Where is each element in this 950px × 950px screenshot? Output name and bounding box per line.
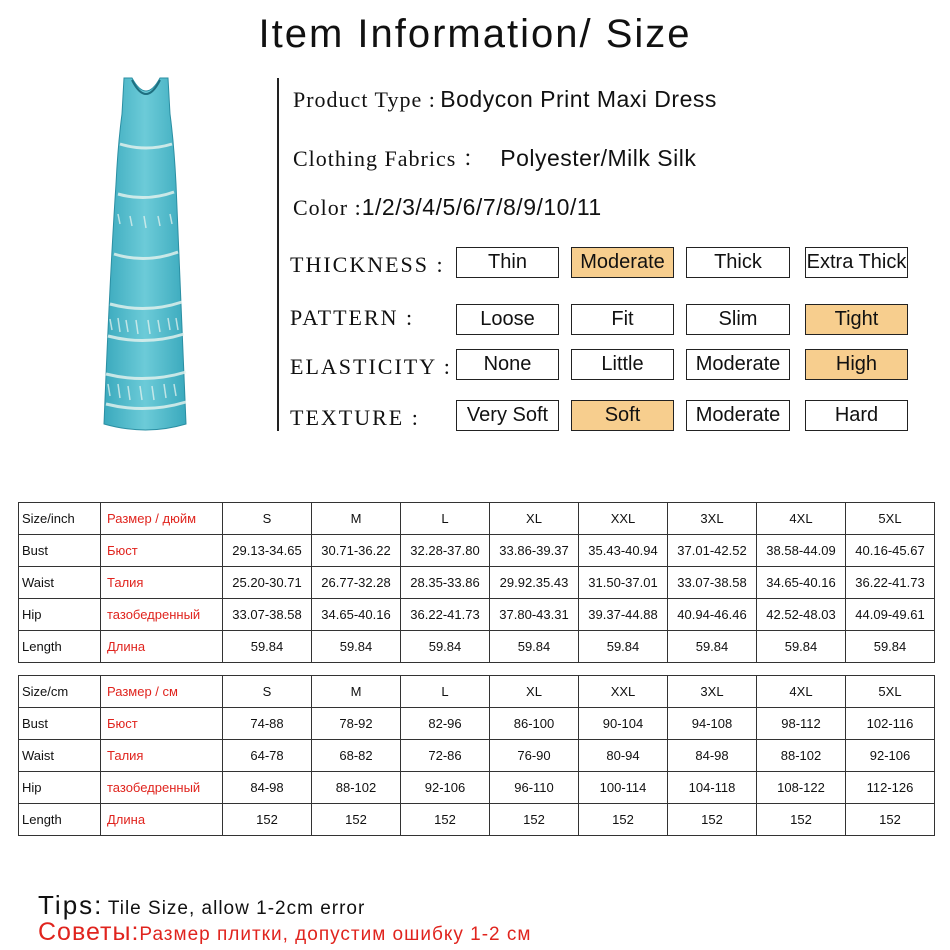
pattern-option-fit[interactable]: Fit xyxy=(571,304,674,335)
table-cell: 102-116 xyxy=(846,708,935,740)
color-value: 1/2/3/4/5/6/7/8/9/10/11 xyxy=(361,194,602,220)
table-cell: Waist xyxy=(19,567,101,599)
table-cell: L xyxy=(401,503,490,535)
table-cell: 40.16-45.67 xyxy=(846,535,935,567)
table-cell: 108-122 xyxy=(757,772,846,804)
table-cell: 112-126 xyxy=(846,772,935,804)
table-cell: 4XL xyxy=(757,676,846,708)
table-cell: 33.07-38.58 xyxy=(223,599,312,631)
table-cell: 88-102 xyxy=(757,740,846,772)
table-cell: Размер / см xyxy=(101,676,223,708)
texture-option-very-soft[interactable]: Very Soft xyxy=(456,400,559,431)
table-cell: 31.50-37.01 xyxy=(579,567,668,599)
table-cell: 100-114 xyxy=(579,772,668,804)
table-cell: 82-96 xyxy=(401,708,490,740)
table-cell: L xyxy=(401,676,490,708)
table-cell: Длина xyxy=(101,631,223,663)
table-cell: 68-82 xyxy=(312,740,401,772)
texture-option-soft[interactable]: Soft xyxy=(571,400,674,431)
table-cell: Талия xyxy=(101,567,223,599)
table-cell: 4XL xyxy=(757,503,846,535)
table-cell: 30.71-36.22 xyxy=(312,535,401,567)
table-cell: Бюст xyxy=(101,708,223,740)
table-cell: Бюст xyxy=(101,535,223,567)
product-image xyxy=(96,74,196,436)
tips-text: Tile Size, allow 1-2cm error xyxy=(107,898,366,919)
pattern-label: PATTERN : xyxy=(290,305,415,330)
table-cell: тазобедренный xyxy=(101,772,223,804)
table-cell: 152 xyxy=(579,804,668,836)
pattern-option-slim[interactable]: Slim xyxy=(686,304,790,335)
table-cell: 59.84 xyxy=(579,631,668,663)
table-cell: 37.01-42.52 xyxy=(668,535,757,567)
table-cell: 92-106 xyxy=(401,772,490,804)
table-cell: M xyxy=(312,676,401,708)
table-cell: 35.43-40.94 xyxy=(579,535,668,567)
table-row xyxy=(19,804,935,836)
table-cell: 152 xyxy=(490,804,579,836)
thickness-option-moderate[interactable]: Moderate xyxy=(571,247,674,278)
table-cell: Size/cm xyxy=(19,676,101,708)
table-cell: 32.28-37.80 xyxy=(401,535,490,567)
table-cell: XXL xyxy=(579,503,668,535)
elasticity-option-little[interactable]: Little xyxy=(571,349,674,380)
table-cell: 33.07-38.58 xyxy=(668,567,757,599)
table-cell: 88-102 xyxy=(312,772,401,804)
table-cell: M xyxy=(312,503,401,535)
table-cell: Length xyxy=(19,631,101,663)
table-cell: 38.58-44.09 xyxy=(757,535,846,567)
table-cell: XXL xyxy=(579,676,668,708)
tips-note xyxy=(38,890,365,921)
tips-label: Tips: xyxy=(38,890,104,920)
table-cell: Длина xyxy=(101,804,223,836)
elasticity-option-moderate[interactable]: Moderate xyxy=(686,349,790,380)
table-cell: 59.84 xyxy=(668,631,757,663)
table-cell: 76-90 xyxy=(490,740,579,772)
table-row xyxy=(19,631,935,663)
size-table-inch xyxy=(18,502,935,663)
table-cell: 152 xyxy=(846,804,935,836)
table-cell: тазобедренный xyxy=(101,599,223,631)
table-cell: 42.52-48.03 xyxy=(757,599,846,631)
table-header-row xyxy=(19,676,935,708)
table-cell: 92-106 xyxy=(846,740,935,772)
table-cell: 36.22-41.73 xyxy=(401,599,490,631)
table-cell: Hip xyxy=(19,772,101,804)
tips-text-russian: Размер плитки, допустим ошибку 1-2 см xyxy=(139,924,532,945)
table-cell: 26.77-32.28 xyxy=(312,567,401,599)
table-cell: 104-118 xyxy=(668,772,757,804)
table-cell: 36.22-41.73 xyxy=(846,567,935,599)
thickness-option-thick[interactable]: Thick xyxy=(686,247,790,278)
table-cell: 40.94-46.46 xyxy=(668,599,757,631)
table-cell: 25.20-30.71 xyxy=(223,567,312,599)
table-row xyxy=(19,772,935,804)
product-type-row xyxy=(293,86,717,113)
elasticity-option-high[interactable]: High xyxy=(805,349,908,380)
texture-option-moderate[interactable]: Moderate xyxy=(686,400,790,431)
table-cell: 44.09-49.61 xyxy=(846,599,935,631)
thickness-option-thin[interactable]: Thin xyxy=(456,247,559,278)
table-cell: 34.65-40.16 xyxy=(757,567,846,599)
table-cell: 59.84 xyxy=(223,631,312,663)
divider-line xyxy=(277,78,279,431)
pattern-option-tight[interactable]: Tight xyxy=(805,304,908,335)
table-cell: 64-78 xyxy=(223,740,312,772)
table-cell: 80-94 xyxy=(579,740,668,772)
table-cell: Length xyxy=(19,804,101,836)
table-cell: Size/inch xyxy=(19,503,101,535)
table-cell: 29.13-34.65 xyxy=(223,535,312,567)
table-cell: 152 xyxy=(668,804,757,836)
table-cell: Bust xyxy=(19,535,101,567)
elasticity-label: ELASTICITY : xyxy=(290,354,452,379)
table-cell: XL xyxy=(490,676,579,708)
table-cell: 152 xyxy=(223,804,312,836)
table-cell: 3XL xyxy=(668,503,757,535)
table-cell: XL xyxy=(490,503,579,535)
table-cell: Waist xyxy=(19,740,101,772)
thickness-label: THICKNESS : xyxy=(290,252,445,277)
fabrics-label: Clothing Fabrics ： xyxy=(293,146,486,171)
product-type-value: Bodycon Print Maxi Dress xyxy=(440,86,717,112)
table-cell: 84-98 xyxy=(668,740,757,772)
table-cell: S xyxy=(223,676,312,708)
table-cell: 86-100 xyxy=(490,708,579,740)
texture-label: TEXTURE : xyxy=(290,405,420,430)
table-cell: 59.84 xyxy=(401,631,490,663)
table-cell: 3XL xyxy=(668,676,757,708)
table-cell: 94-108 xyxy=(668,708,757,740)
table-cell: 28.35-33.86 xyxy=(401,567,490,599)
table-cell: 39.37-44.88 xyxy=(579,599,668,631)
color-label: Color : xyxy=(293,195,362,220)
texture-option-hard[interactable]: Hard xyxy=(805,400,908,431)
fabrics-row xyxy=(293,142,696,173)
table-cell: Талия xyxy=(101,740,223,772)
fabrics-value: Polyester/Milk Silk xyxy=(500,145,697,171)
table-cell: 98-112 xyxy=(757,708,846,740)
table-cell: 59.84 xyxy=(312,631,401,663)
table-cell: 34.65-40.16 xyxy=(312,599,401,631)
table-cell: 152 xyxy=(401,804,490,836)
table-cell: 152 xyxy=(312,804,401,836)
tips-label-russian: Советы: xyxy=(38,918,140,946)
table-row xyxy=(19,740,935,772)
page-title: Item Information/ Size xyxy=(258,12,692,56)
table-cell: 59.84 xyxy=(490,631,579,663)
table-cell: 29.92.35.43 xyxy=(490,567,579,599)
table-cell: 72-86 xyxy=(401,740,490,772)
table-row xyxy=(19,708,935,740)
table-cell: Bust xyxy=(19,708,101,740)
size-table-cm xyxy=(18,675,935,836)
table-cell: 90-104 xyxy=(579,708,668,740)
table-cell: 96-110 xyxy=(490,772,579,804)
table-row xyxy=(19,599,935,631)
table-cell: 74-88 xyxy=(223,708,312,740)
color-row xyxy=(293,194,602,221)
product-type-label: Product Type : xyxy=(293,87,436,112)
table-cell: 78-92 xyxy=(312,708,401,740)
pattern-option-loose[interactable]: Loose xyxy=(456,304,559,335)
table-cell: 59.84 xyxy=(846,631,935,663)
elasticity-option-none[interactable]: None xyxy=(456,349,559,380)
table-cell: 59.84 xyxy=(757,631,846,663)
table-cell: 152 xyxy=(757,804,846,836)
table-cell: Размер / дюйм xyxy=(101,503,223,535)
table-cell: 5XL xyxy=(846,503,935,535)
table-row xyxy=(19,567,935,599)
table-cell: 33.86-39.37 xyxy=(490,535,579,567)
table-cell: Hip xyxy=(19,599,101,631)
table-cell: 37.80-43.31 xyxy=(490,599,579,631)
thickness-option-extra-thick[interactable]: Extra Thick xyxy=(805,247,908,278)
table-header-row xyxy=(19,503,935,535)
table-cell: 84-98 xyxy=(223,772,312,804)
table-row xyxy=(19,535,935,567)
table-cell: S xyxy=(223,503,312,535)
table-cell: 5XL xyxy=(846,676,935,708)
tips-note-russian xyxy=(38,918,531,947)
